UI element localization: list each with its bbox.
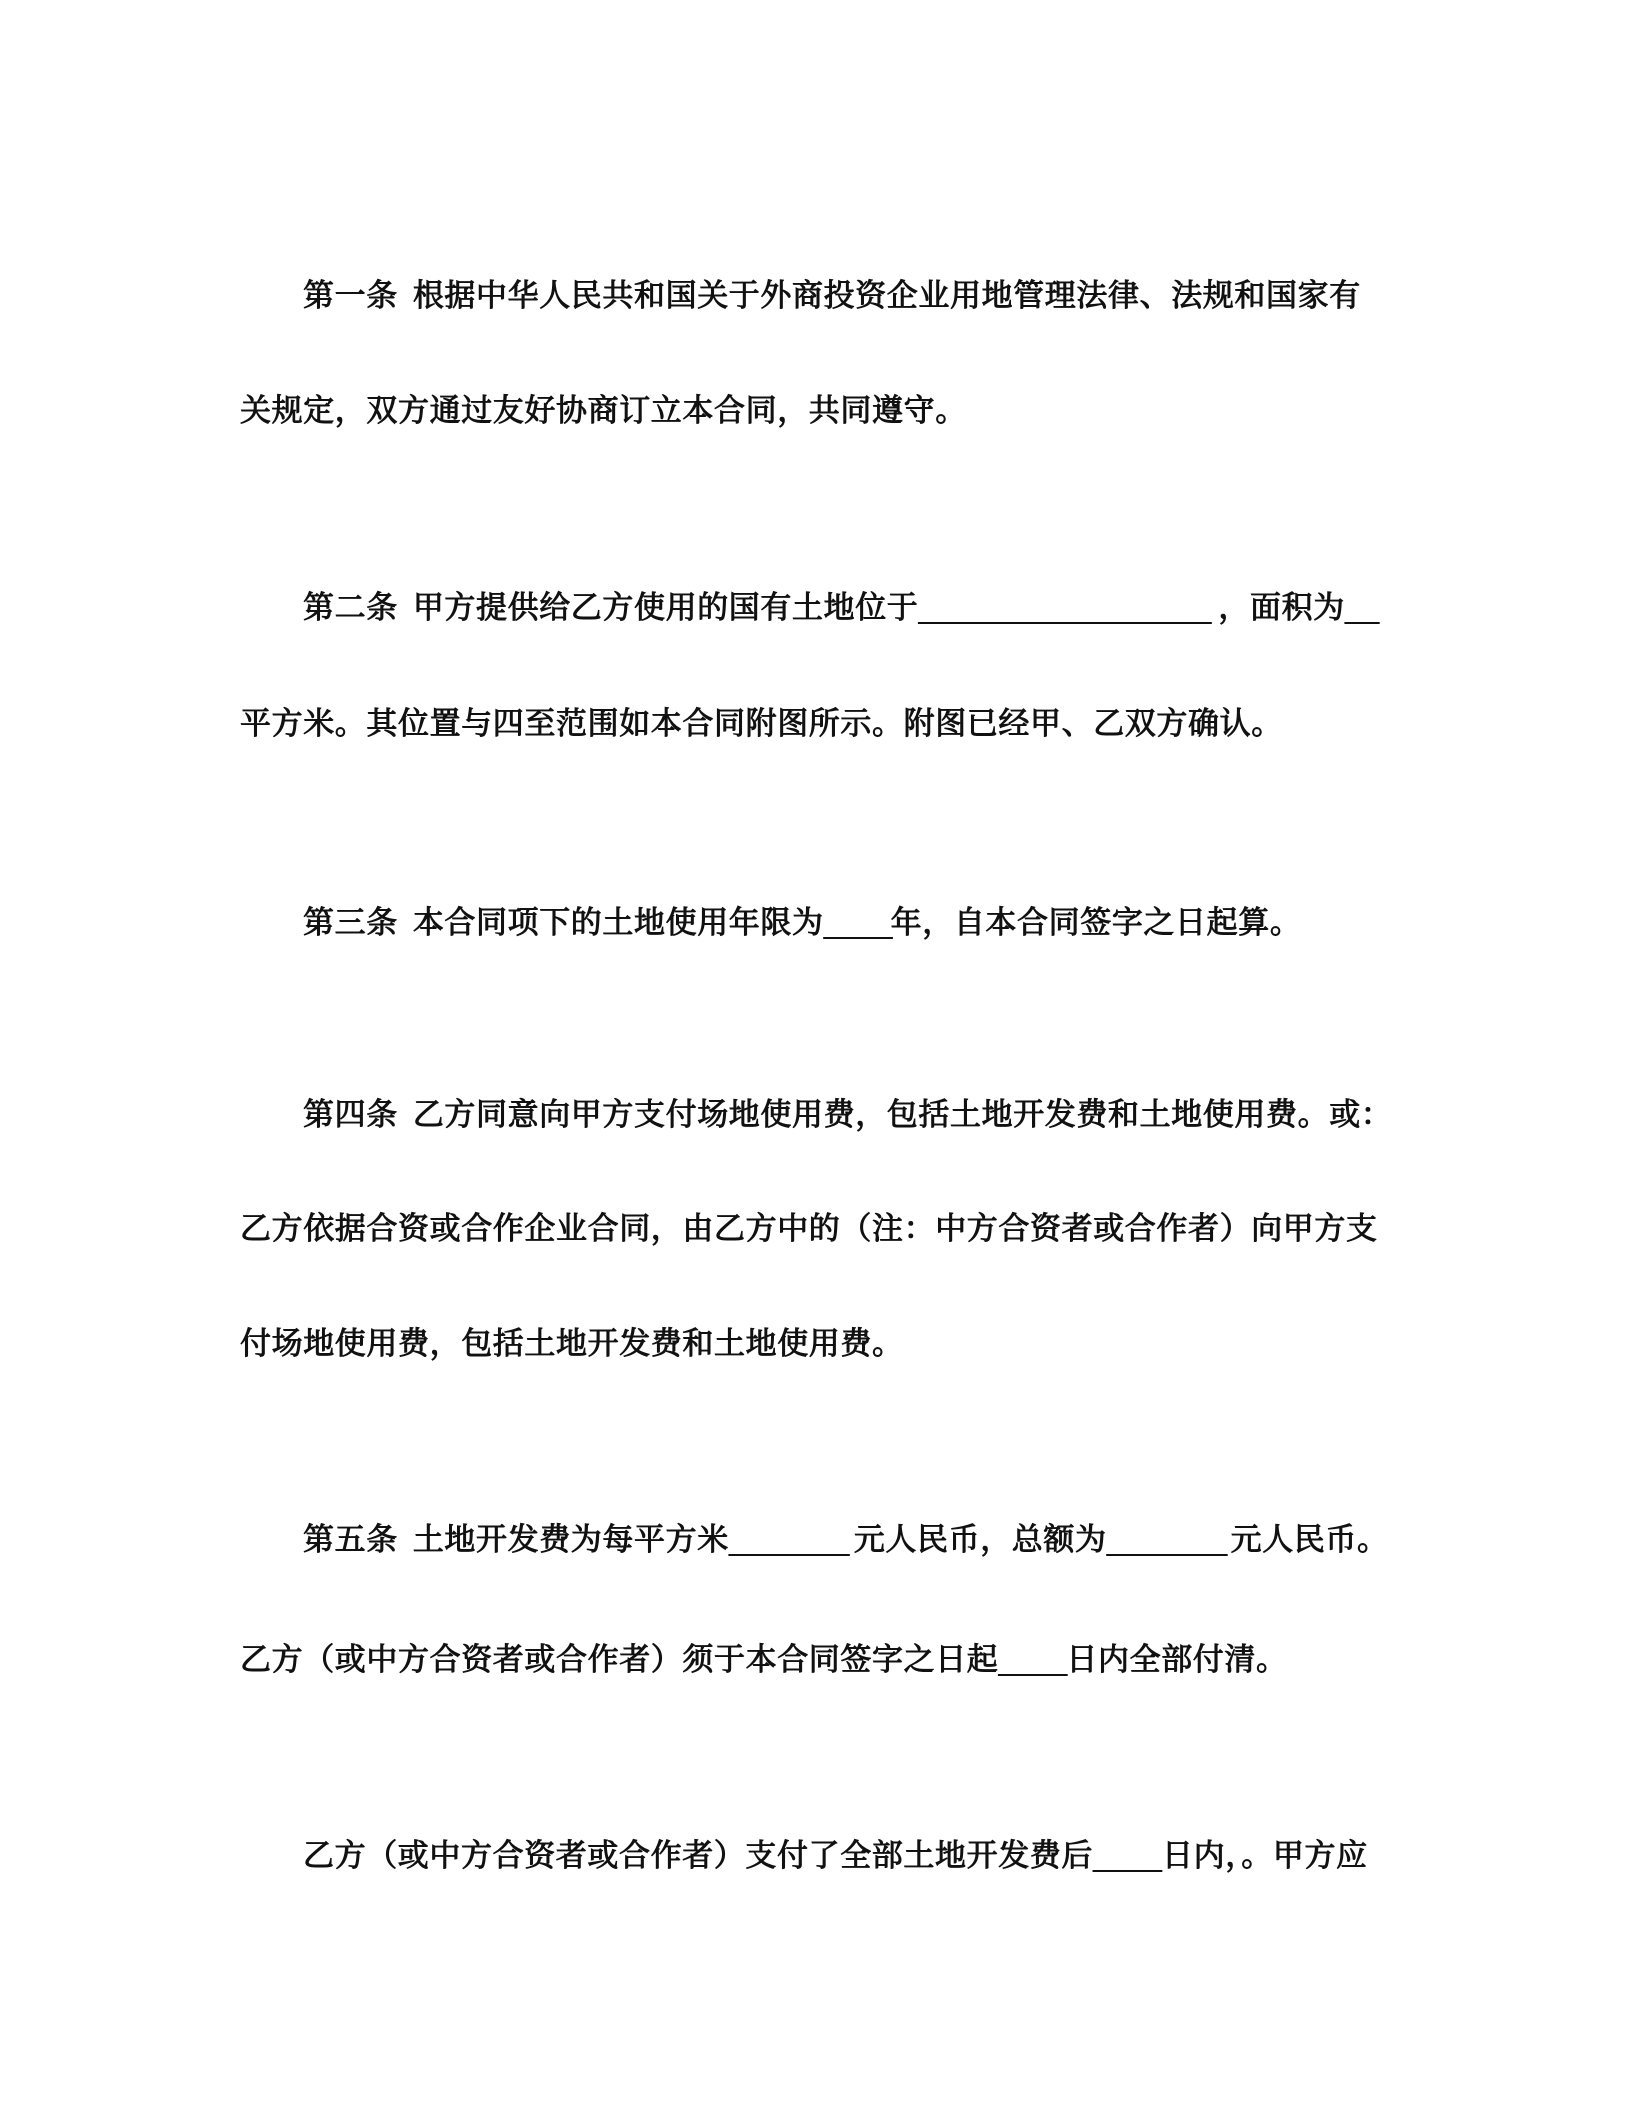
blank-use-years: ____ xyxy=(823,905,893,940)
article-4-label: 第四条 xyxy=(303,1097,398,1133)
article-2-text-a: 甲方提供给乙方使用的国有土地位于 xyxy=(412,590,919,626)
article-4-line-1 xyxy=(303,1095,1392,1135)
article-5-line-1 xyxy=(303,1520,1389,1560)
article-4-text: 乙方同意向甲方支付场地使用费，包括土地开发费和土地使用费。或： xyxy=(412,1097,1393,1133)
blank-land-location: _________________ xyxy=(918,590,1212,625)
paragraph-6-line-1 xyxy=(303,1836,1368,1876)
article-1-line-1 xyxy=(303,276,1361,316)
article-5-text-d: 乙方（或中方合资者或合作者）须于本合同签字之日起 xyxy=(240,1642,999,1678)
article-1-text-cont: 关规定，双方通过友好协商订立本合同，共同遵守。 xyxy=(240,393,967,429)
article-4-line-2 xyxy=(240,1209,1378,1249)
article-5-text-b: 元人民币，总额为 xyxy=(853,1522,1107,1558)
article-3-text-b: 年，自本合同签字之日起算。 xyxy=(890,905,1302,941)
blank-payment-days: ____ xyxy=(998,1642,1068,1677)
article-2-text-cont: 平方米。其位置与四至范围如本合同附图所示。附图已经甲、乙双方确认。 xyxy=(240,706,1283,742)
article-5-text-a: 土地开发费为每平方米 xyxy=(412,1522,729,1558)
blank-total-amount: _______ xyxy=(1106,1522,1228,1557)
article-1-label: 第一条 xyxy=(303,278,398,314)
article-5-text-c: 元人民币。 xyxy=(1230,1522,1389,1558)
article-1-line-2 xyxy=(240,391,967,431)
article-2-line-2 xyxy=(240,704,1283,744)
paragraph-6-text-b: 日内，。甲方应 xyxy=(1162,1838,1368,1874)
article-2-line-1 xyxy=(303,588,1380,628)
article-5-label: 第五条 xyxy=(303,1522,398,1558)
article-3-text-a: 本合同项下的土地使用年限为 xyxy=(412,905,824,941)
article-4-text-cont-2: 付场地使用费，包括土地开发费和土地使用费。 xyxy=(240,1326,904,1362)
article-2-label: 第二条 xyxy=(303,590,398,626)
article-4-line-3 xyxy=(240,1324,904,1364)
article-3-label: 第三条 xyxy=(303,905,398,941)
article-2-text-b: ，面积为 xyxy=(1218,590,1345,626)
blank-delivery-days: ____ xyxy=(1093,1838,1162,1873)
article-3-line-1 xyxy=(303,903,1301,943)
article-5-line-2 xyxy=(240,1640,1288,1680)
blank-unit-price: _______ xyxy=(728,1522,850,1557)
article-5-text-e: 日内全部付清。 xyxy=(1066,1642,1288,1678)
article-1-text: 根据中华人民共和国关于外商投资企业用地管理法律、法规和国家有 xyxy=(412,278,1361,314)
blank-land-area: __ xyxy=(1344,590,1380,625)
paragraph-6-text-a: 乙方（或中方合资者或合作者）支付了全部土地开发费后 xyxy=(303,1838,1093,1874)
article-4-text-cont-1: 乙方依据合资或合作企业合同，由乙方中的（注：中方合资者或合作者）向甲方支 xyxy=(240,1211,1378,1247)
